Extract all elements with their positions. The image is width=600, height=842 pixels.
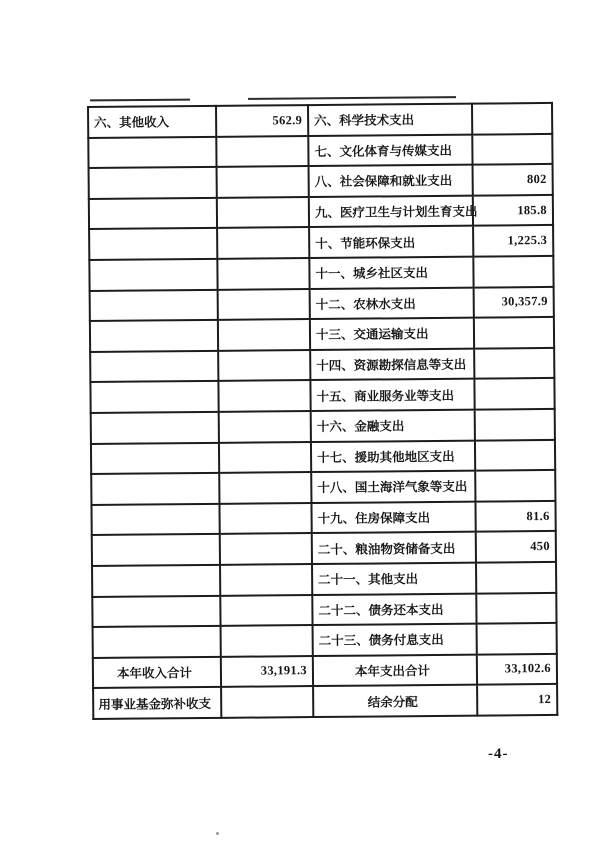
income-item-cell — [91, 412, 219, 444]
income-item-cell — [91, 473, 219, 505]
income-item-cell — [89, 167, 217, 199]
income-amount-cell — [217, 166, 309, 197]
table-row — [89, 225, 553, 260]
expense-amount-cell — [475, 439, 555, 470]
income-amount-cell — [221, 686, 313, 717]
income-item-cell: 用事业基金弥补收支 — [93, 687, 221, 719]
budget-table-wrap — [87, 102, 558, 720]
scan-artifact-line — [90, 99, 190, 102]
table-row — [91, 439, 555, 474]
table-row — [89, 164, 553, 199]
income-item-cell — [92, 565, 220, 597]
expense-amount-cell — [473, 256, 553, 287]
table-row — [92, 562, 556, 597]
expense-amount-cell: 802 — [473, 164, 553, 195]
expense-item-cell: 七、文化体育与传媒支出 — [308, 134, 472, 166]
table-row — [88, 103, 552, 138]
expense-item-cell: 十、节能环保支出 — [309, 226, 473, 258]
income-amount-cell — [217, 227, 309, 258]
budget-table — [87, 102, 558, 720]
expense-amount-cell: 450 — [476, 531, 556, 562]
table-row — [90, 378, 554, 413]
income-item-cell — [89, 198, 217, 230]
expense-item-cell: 十五、商业服务业等支出 — [310, 379, 474, 411]
expense-amount-cell — [476, 562, 556, 593]
income-amount-cell: 562.9 — [216, 105, 308, 136]
income-amount-cell — [220, 564, 312, 595]
income-item-cell — [92, 534, 220, 566]
budget-table-body — [88, 103, 557, 719]
income-item-cell — [91, 442, 219, 474]
table-row — [93, 654, 557, 689]
expense-amount-cell — [476, 592, 556, 623]
table-row — [90, 317, 554, 352]
income-item-cell — [90, 289, 218, 321]
expense-amount-cell: 1,225.3 — [473, 225, 553, 256]
income-amount-cell — [218, 380, 310, 411]
expense-amount-cell: 81.6 — [475, 501, 555, 532]
expense-item-cell: 十三、交通运输支出 — [310, 318, 474, 350]
table-row — [93, 623, 557, 658]
expense-item-cell: 六、科学技术支出 — [308, 104, 472, 136]
table-row — [93, 684, 557, 719]
table-row — [88, 134, 552, 169]
expense-item-cell: 二十二、债务还本支出 — [312, 593, 476, 625]
income-item-cell — [91, 504, 219, 536]
income-amount-cell — [219, 442, 311, 473]
expense-item-cell: 九、医疗卫生与计划生育支出 — [309, 195, 473, 227]
income-amount-cell — [216, 136, 308, 167]
table-row — [91, 409, 555, 444]
expense-amount-cell — [475, 409, 555, 440]
income-item-cell — [89, 228, 217, 260]
expense-item-cell: 二十一、其他支出 — [312, 563, 476, 595]
income-item-cell — [92, 595, 220, 627]
expense-amount-cell: 30,357.9 — [474, 286, 554, 317]
income-amount-cell — [217, 258, 309, 289]
expense-item-cell: 十四、资源勘探信息等支出 — [310, 348, 474, 380]
expense-item-cell: 十六、金融支出 — [311, 410, 475, 442]
expense-amount-cell: 33,102.6 — [477, 654, 557, 685]
expense-item-cell: 二十、粮油物资储备支出 — [312, 532, 476, 564]
table-row — [92, 592, 556, 627]
expense-amount-cell — [472, 134, 552, 165]
income-amount-cell — [217, 197, 309, 228]
income-amount-cell: 33,191.3 — [221, 656, 313, 687]
expense-amount-cell — [477, 623, 557, 654]
income-item-cell — [90, 351, 218, 383]
expense-amount-cell: 185.8 — [473, 195, 553, 226]
income-item-cell — [90, 381, 218, 413]
expense-item-cell: 八、社会保障和就业支出 — [309, 165, 473, 197]
table-row — [90, 348, 554, 383]
expense-amount-cell — [474, 378, 554, 409]
scan-artifact-line — [248, 96, 456, 100]
table-row — [90, 286, 554, 321]
scan-artifact-dot — [216, 832, 219, 835]
expense-amount-cell — [474, 317, 554, 348]
expense-item-cell: 十二、农林水支出 — [310, 287, 474, 319]
expense-item-cell: 十一、城乡社区支出 — [309, 257, 473, 289]
income-item-cell — [90, 320, 218, 352]
income-amount-cell — [219, 472, 311, 503]
income-item-cell — [89, 259, 217, 291]
income-item-cell — [93, 626, 221, 658]
table-row — [89, 256, 553, 291]
table-row — [92, 531, 556, 566]
income-amount-cell — [221, 625, 313, 656]
expense-item-cell: 结余分配 — [313, 685, 477, 717]
income-amount-cell — [220, 533, 312, 564]
table-row — [91, 470, 555, 505]
income-amount-cell — [218, 350, 310, 381]
income-item-cell: 六、其他收入 — [88, 106, 216, 138]
expense-item-cell: 本年支出合计 — [313, 654, 477, 686]
income-item-cell: 本年收入合计 — [93, 657, 221, 689]
expense-amount-cell — [475, 470, 555, 501]
income-item-cell — [88, 136, 216, 168]
expense-amount-cell — [474, 348, 554, 379]
income-amount-cell — [218, 319, 310, 350]
expense-item-cell: 十八、国土海洋气象等支出 — [311, 471, 475, 503]
income-amount-cell — [218, 289, 310, 320]
expense-item-cell: 十七、援助其他地区支出 — [311, 440, 475, 472]
expense-item-cell: 二十三、债务付息支出 — [313, 624, 477, 656]
income-amount-cell — [219, 411, 311, 442]
income-amount-cell — [219, 503, 311, 534]
table-row — [91, 501, 555, 536]
page-number: -4- — [488, 746, 509, 762]
expense-amount-cell: 12 — [477, 684, 557, 715]
table-row — [89, 195, 553, 230]
income-amount-cell — [220, 595, 312, 626]
expense-amount-cell — [472, 103, 552, 134]
expense-item-cell: 十九、住房保障支出 — [311, 501, 475, 533]
